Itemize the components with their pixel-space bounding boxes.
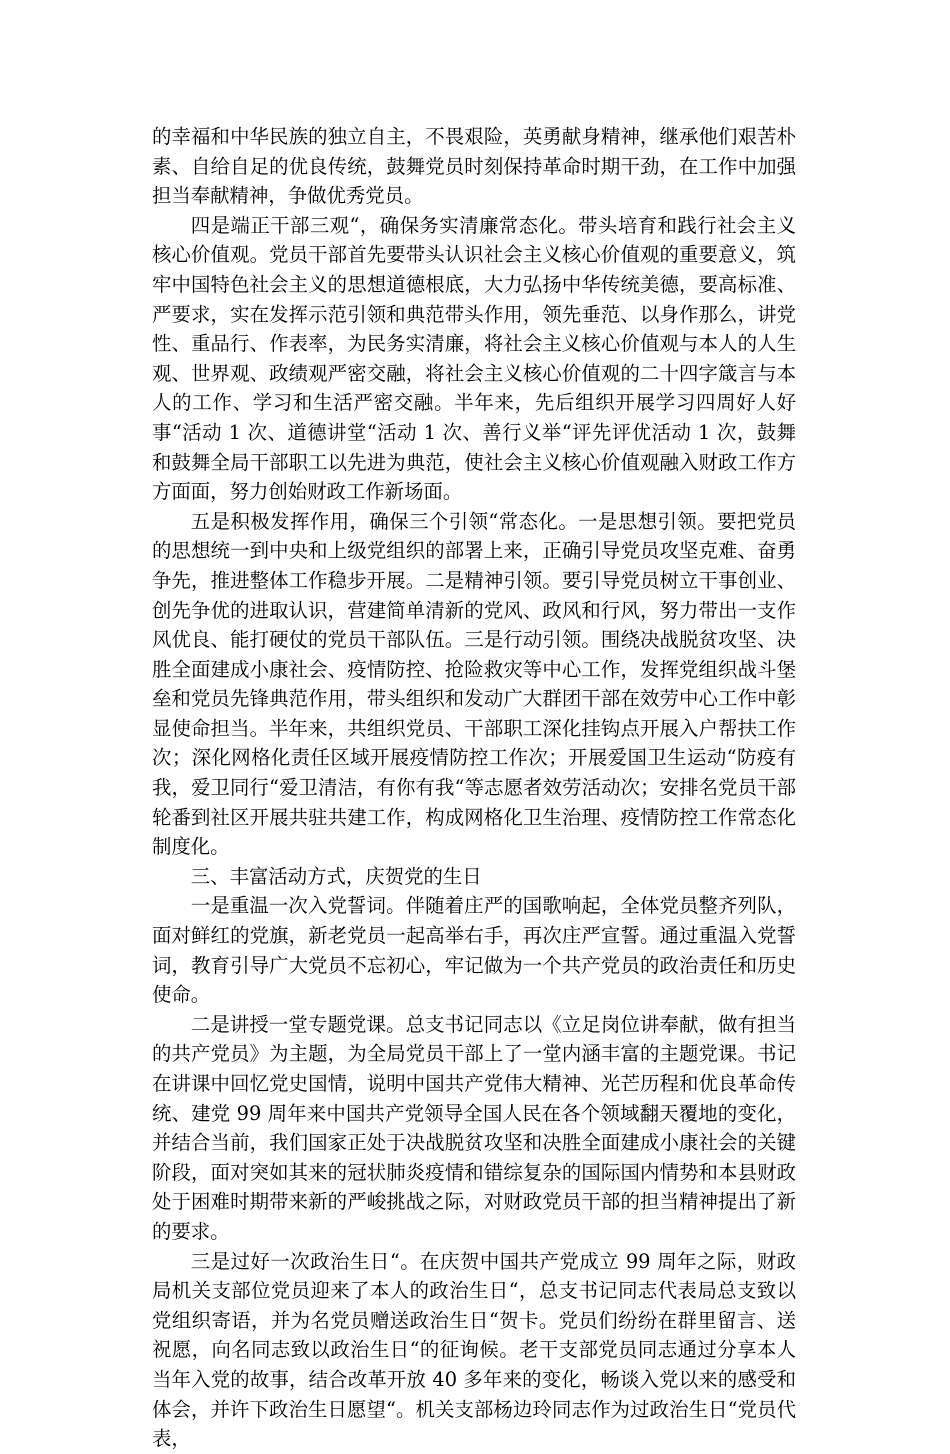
paragraph-political-birthday: 三是过好一次政治生日“。在庆贺中国共产党成立 99 周年之际，财政局机关支部位党员迎来了本人的政治生日“，总支书记同志代表局总支致以党组织寄语，并为名党员赠送政治生日“贺卡。党员们纷纷在群里留言、送祝愿，向名同志致以政治生日“的征询候。老干支部党员同志通过分享本人当年入党的故事，结合改革开放 40 多年来的变化，畅谈入党以来的感受和体会，并许下政治生日愿望“。机关支部杨边玲同志作为过政治生日“党员代表， (152, 1249, 796, 1451)
paragraph-point-four: 四是端正干部三观“，确保务实清廉常态化。带头培育和践行社会主义核心价值观。党员干部首先要带头认识社会主义核心价值观的重要意义，筑牢中国特色社会主义的思想道德根底，大力弘扬中华传统美德，要高标准、严要求，实在发挥示范引领和典范带头作用，领先垂范、以身作那么，讲党性、重品行、作表率，为民务实清廉，将社会主义核心价值观与本人的人生观、世界观、政绩观严密交融，将社会主义核心价值观的二十四字箴言与本人的工作、学习和生活严密交融。半年来，先后组织开展学习四周好人好事“活动 1 次、道德讲堂“活动 1 次、善行义举“评先评优活动 1 次，鼓舞和鼓舞全局干部职工以先进为典范，使社会主义核心价值观融入财政工作方方面面，努力创始财政工作新场面。 (152, 213, 796, 504)
paragraph-oath: 一是重温一次入党誓词。伴随着庄严的国歌响起，全体党员整齐列队，面对鲜红的党旗，新老党员一起高举右手，再次庄严宣誓。通过重温入党誓词，教育引导广大党员不忘初心，牢记做为一个共产党员的政治责任和历史使命。 (152, 894, 796, 1007)
paragraph-point-five: 五是积极发挥作用，确保三个引领“常态化。一是思想引领。要把党员的思想统一到中央和上级党组织的部署上来，正确引导党员攻坚克难、奋勇争先，推进整体工作稳步开展。二是精神引领。要引导党员树立干事创业、创先争优的进取认识，营建简单清新的党风、政风和行风，努力带出一支作风优良、能打硬仗的党员干部队伍。三是行动引领。围绕决战脱贫攻坚、决胜全面建成小康社会、疫情防控、抢险救灾等中心工作，发挥党组织战斗堡垒和党员先锋典范作用，带头组织和发动广大群团干部在效劳中心工作中彰显使命担当。半年来，共组织党员、干部职工深化挂钩点开展入户帮扶工作次；深化网格化责任区域开展疫情防控工作次；开展爱国卫生运动“防疫有我，爱卫同行“爱卫清洁，有你有我“等志愿者效劳活动次；安排名党员干部轮番到社区开展共驻共建工作，构成网格化卫生治理、疫情防控工作常态化制度化。 (152, 509, 796, 859)
paragraph-continuation: 的幸福和中华民族的独立自主，不畏艰险，英勇献身精神，继承他们艰苦朴素、自给自足的优良传统，鼓舞党员时刻保持革命时期干劲，在工作中加强担当奉献精神，争做优秀党员。 (152, 125, 796, 208)
document-body (152, 122, 796, 1454)
section-heading: 三、丰富活动方式，庆贺党的生日 (190, 864, 482, 888)
paragraph-party-lecture: 二是讲授一堂专题党课。总支书记同志以《立足岗位讲奉献，做有担当的共产党员》为主题，为全局党员干部上了一堂内涵丰富的主题党课。书记在讲课中回忆党史国情，说明中国共产党伟大精神、光芒历程和优良革命传统、建党 99 周年来中国共产党领导全国人民在各个领域翻天覆地的变化，并结合当前，我们国家正处于决战脱贫攻坚和决胜全面建成小康社会的关键阶段，面对突如其来的冠状肺炎疫情和错综复杂的国际国内情势和本县财政处于困难时期带来新的严峻挑战之际，对财政党员干部的担当精神提出了新的要求。 (152, 1012, 796, 1243)
